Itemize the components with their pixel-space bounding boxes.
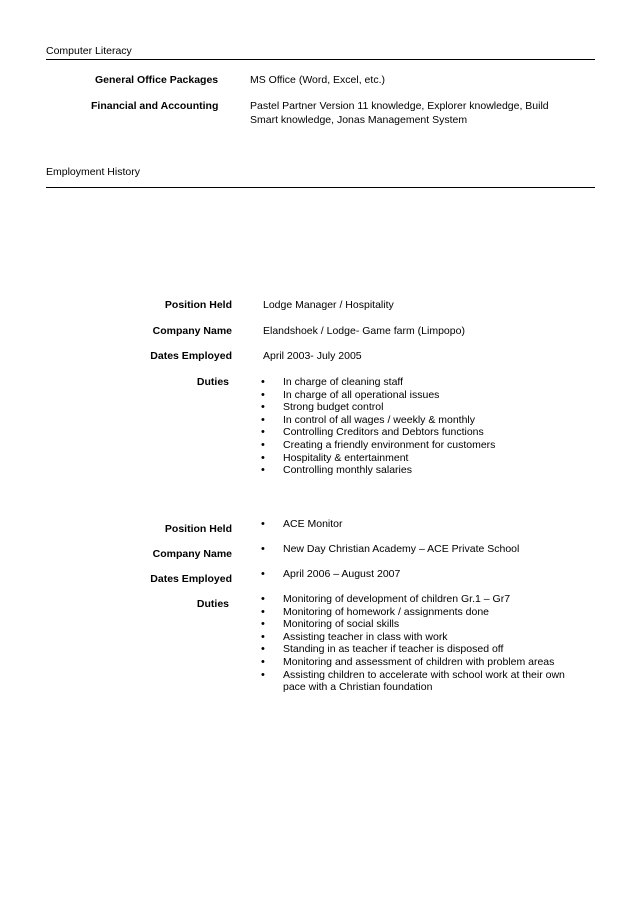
label-company-name: Company Name <box>152 548 232 560</box>
list-item: • Monitoring and assessment of children with problem areas <box>261 656 581 669</box>
list-item: • Assisting teacher in class with work <box>261 631 581 644</box>
list-item: • In charge of all operational issues <box>261 389 591 402</box>
list-item: • Standing in as teacher if teacher is disposed off <box>261 643 581 656</box>
list-item: • Monitoring of homework / assignments done <box>261 606 581 619</box>
value-position-held: Lodge Manager / Hospitality <box>263 299 394 311</box>
label-duties: Duties <box>196 376 229 388</box>
section-divider <box>46 59 595 60</box>
list-item: • Strong budget control <box>261 401 591 414</box>
value-company-name: Elandshoek / Lodge- Game farm (Limpopo) <box>263 325 465 337</box>
value-general-office-packages: MS Office (Word, Excel, etc.) <box>250 74 385 86</box>
label-financial-accounting: Financial and Accounting <box>91 100 219 112</box>
label-position-held: Position Held <box>164 299 232 311</box>
label-duties: Duties <box>196 598 229 610</box>
list-item: • Monitoring of social skills <box>261 618 581 631</box>
label-position-held: Position Held <box>164 523 232 535</box>
list-item: • Controlling monthly salaries <box>261 464 591 477</box>
value-financial-accounting-line1: Pastel Partner Version 11 knowledge, Explorer knowledge, Build <box>250 100 549 112</box>
label-dates-employed: Dates Employed <box>150 573 232 585</box>
value-position-held: • ACE Monitor <box>261 518 343 530</box>
label-company-name: Company Name <box>152 325 232 337</box>
list-item: • In charge of cleaning staff <box>261 376 591 389</box>
value-dates-employed: April 2003- July 2005 <box>263 350 362 362</box>
value-dates-employed: • April 2006 – August 2007 <box>261 568 400 580</box>
value-financial-accounting-line2: Smart knowledge, Jonas Management System <box>250 114 468 126</box>
value-company-name: • New Day Christian Academy – ACE Private School <box>261 543 519 555</box>
label-dates-employed: Dates Employed <box>150 350 232 362</box>
label-general-office-packages: General Office Packages <box>95 74 219 86</box>
duties-list <box>261 376 591 477</box>
list-item: • Creating a friendly environment for customers <box>261 439 591 452</box>
list-item: • Controlling Creditors and Debtors functions <box>261 426 591 439</box>
section-title-employment-history: Employment History <box>46 166 140 178</box>
section-title-computer-literacy: Computer Literacy <box>46 45 132 57</box>
list-item: • Assisting children to accelerate with school work at their own pace with a Christian foundation <box>261 669 581 694</box>
list-item: • Monitoring of development of children Gr.1 – Gr7 <box>261 593 581 606</box>
duties-list <box>261 593 581 694</box>
section-divider <box>46 187 595 188</box>
list-item: • In control of all wages / weekly & monthly <box>261 414 591 427</box>
list-item: • Hospitality & entertainment <box>261 452 591 465</box>
